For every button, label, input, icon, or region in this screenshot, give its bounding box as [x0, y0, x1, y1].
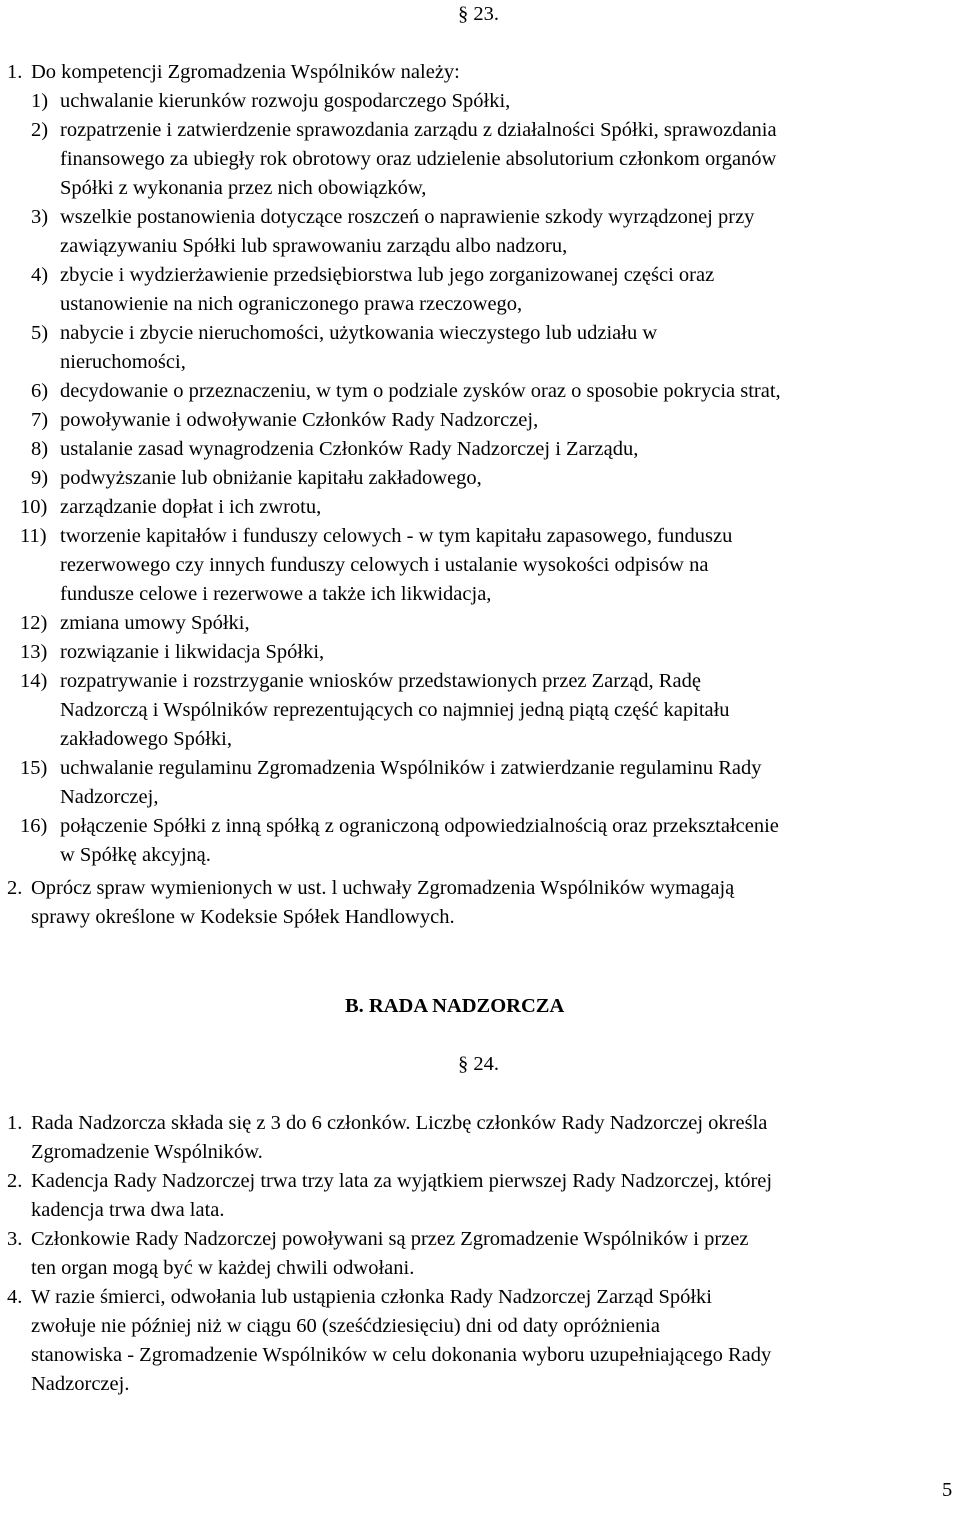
section-23-paragraph-2-line-1: Oprócz spraw wymienionych w ust. l uchwały Zgromadzenia Wspólników wymagają: [31, 877, 735, 899]
paragraph-text-line: W razie śmierci, odwołania lub ustąpienia członka Rady Nadzorczej Zarząd Spółki: [31, 1286, 712, 1308]
section-23-paragraph-2-line-2: sprawy określone w Kodeksie Spółek Handlowych.: [31, 906, 455, 928]
list-item-text-line: rozwiązanie i likwidacja Spółki,: [60, 641, 325, 663]
page-number: 5: [942, 1479, 953, 1501]
list-item-text-line: Spółki z wykonania przez nich obowiązków,: [60, 177, 427, 199]
section-23-paragraph-1-text: Do kompetencji Zgromadzenia Wspólników należy:: [31, 61, 460, 83]
section-23-paragraph-2-number: 2.: [7, 877, 23, 899]
list-item-text-line: nieruchomości,: [60, 351, 186, 373]
paragraph-text-line: Kadencja Rady Nadzorczej trwa trzy lata za wyjątkiem pierwszej Rady Nadzorczej, której: [31, 1170, 773, 1192]
paragraph-text-line: Członkowie Rady Nadzorczej powoływani są przez Zgromadzenie Wspólników i przez: [31, 1228, 749, 1250]
list-item-text-line: uchwalanie regulaminu Zgromadzenia Wspólników i zatwierdzanie regulaminu Rady: [60, 757, 762, 779]
list-item-text-line: fundusze celowe i rezerwowe a także ich likwidacja,: [60, 583, 492, 605]
paragraph-text-line: Zgromadzenie Wspólników.: [31, 1141, 263, 1163]
list-item-text-line: podwyższanie lub obniżanie kapitału zakładowego,: [60, 467, 482, 489]
list-item-text-line: zakładowego Spółki,: [60, 728, 232, 750]
list-item-number: 14): [20, 670, 48, 692]
section-24-title: § 24.: [458, 1053, 499, 1075]
list-item-text-line: zarządzanie dopłat i ich zwrotu,: [60, 496, 322, 518]
list-item-text-line: połączenie Spółki z inną spółką z ograniczoną odpowiedzialnością oraz przekształcenie: [60, 815, 779, 837]
paragraph-text-line: kadencja trwa dwa lata.: [31, 1199, 225, 1221]
list-item-number: 5): [31, 322, 49, 344]
list-item-number: 12): [20, 612, 48, 634]
list-item-text-line: zbycie i wydzierżawienie przedsiębiorstwa lub jego zorganizowanej części oraz: [60, 264, 715, 286]
paragraph-number: 4.: [7, 1286, 23, 1308]
list-item-text-line: rezerwowego czy innych funduszy celowych i ustalanie wysokości odpisów na: [60, 554, 709, 576]
paragraph-number: 3.: [7, 1228, 23, 1250]
list-item-number: 1): [31, 90, 49, 112]
list-item-text-line: ustanowienie na nich ograniczonego prawa rzeczowego,: [60, 293, 523, 315]
list-item-number: 11): [20, 525, 47, 547]
list-item-number: 4): [31, 264, 49, 286]
list-item-text-line: rozpatrywanie i rozstrzyganie wniosków przedstawionych przez Zarząd, Radę: [60, 670, 701, 692]
list-item-text-line: decydowanie o przeznaczeniu, w tym o podziale zysków oraz o sposobie pokrycia strat,: [60, 380, 781, 402]
list-item-text-line: nabycie i zbycie nieruchomości, użytkowania wieczystego lub udziału w: [60, 322, 658, 344]
paragraph-text-line: ten organ mogą być w każdej chwili odwołani.: [31, 1257, 415, 1279]
list-item-text-line: w Spółkę akcyjną.: [60, 844, 211, 866]
list-item-text-line: powoływanie i odwoływanie Członków Rady Nadzorczej,: [60, 409, 539, 431]
list-item-text-line: zmiana umowy Spółki,: [60, 612, 250, 634]
paragraph-text-line: Rada Nadzorcza składa się z 3 do 6 członków. Liczbę członków Rady Nadzorczej określa: [31, 1112, 768, 1134]
list-item-number: 10): [20, 496, 48, 518]
chapter-heading: B. RADA NADZORCZA: [345, 995, 565, 1017]
list-item-text-line: rozpatrzenie i zatwierdzenie sprawozdania zarządu z działalności Spółki, sprawozdania: [60, 119, 777, 141]
section-23-paragraph-1-number: 1.: [7, 61, 23, 83]
paragraph-number: 2.: [7, 1170, 23, 1192]
list-item-text-line: tworzenie kapitałów i funduszy celowych - w tym kapitału zapasowego, funduszu: [60, 525, 733, 547]
list-item-text-line: wszelkie postanowienia dotyczące roszczeń o naprawienie szkody wyrządzonej przy: [60, 206, 755, 228]
section-23-title: § 23.: [458, 3, 499, 25]
list-item-number: 9): [31, 467, 49, 489]
paragraph-text-line: stanowiska - Zgromadzenie Wspólników w celu dokonania wyboru uzupełniającego Rady: [31, 1344, 772, 1366]
list-item-text-line: finansowego za ubiegły rok obrotowy oraz udzielenie absolutorium członkom organów: [60, 148, 777, 170]
list-item-number: 8): [31, 438, 49, 460]
list-item-number: 7): [31, 409, 49, 431]
list-item-text-line: ustalanie zasad wynagrodzenia Członków Rady Nadzorczej i Zarządu,: [60, 438, 639, 460]
list-item-number: 3): [31, 206, 49, 228]
paragraph-text-line: Nadzorczej.: [31, 1373, 130, 1395]
list-item-number: 2): [31, 119, 49, 141]
list-item-number: 16): [20, 815, 48, 837]
list-item-number: 13): [20, 641, 48, 663]
list-item-text-line: zawiązywaniu Spółki lub sprawowaniu zarządu albo nadzoru,: [60, 235, 568, 257]
paragraph-text-line: zwołuje nie później niż w ciągu 60 (sześćdziesięciu) dni od daty opróżnienia: [31, 1315, 661, 1337]
list-item-text-line: Nadzorczą i Wspólników reprezentujących co najmniej jedną piątą część kapitału: [60, 699, 730, 721]
list-item-text-line: uchwalanie kierunków rozwoju gospodarczego Spółki,: [60, 90, 511, 112]
list-item-number: 6): [31, 380, 49, 402]
list-item-number: 15): [20, 757, 48, 779]
paragraph-number: 1.: [7, 1112, 23, 1134]
list-item-text-line: Nadzorczej,: [60, 786, 159, 808]
